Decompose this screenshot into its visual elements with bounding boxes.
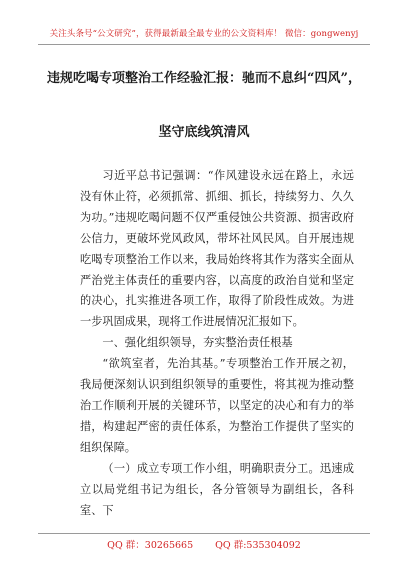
footer-qq-group-2: QQ 群:535304092	[215, 540, 301, 551]
footer-qq-group-1: QQ 群：30265665	[107, 540, 194, 551]
header-promo-note: 关注头条号“公文研究”，获得最新最全最专业的公文资料库！ 微信：gongwenyj	[49, 29, 359, 39]
document-title-line-2: 坚守底线筑清风	[158, 125, 250, 140]
section-heading-1: 一、强化组织领导，夯实整治责任根基	[102, 336, 293, 350]
document-title-line-1: 违规吃喝专项整治工作经验汇报：驰而不息纠“四风”，	[47, 71, 361, 86]
header-divider	[38, 44, 370, 45]
intro-paragraph: 习近平总书记强调：“作风建设永远在路上，永远没有休止符，必须抓常、抓细、抓长，持续努力、久久为功。”违规吃喝问题不仅严重侵蚀公共资源、损害政府公信力，更破坏党风政风，带坏社风民风。自开展违规吃喝专项整治工作以来，我局始终将其作为落实全面从严治党主体责任的重要内容，以高度的政治自觉和坚定的决心，扎实推进各项工作，取得了阶段性成效。为进一步巩固成果，现将工作进展情况汇报如下。	[80, 169, 354, 329]
footer-contact	[0, 537, 408, 551]
section-1-paragraph: “欲筑室者，先治其基。”专项整治工作开展之初，我局便深刻认识到组织领导的重要性，将其视为推动整治工作顺利开展的关键环节，以坚定的决心和有力的举措，构建起严密的责任体系，为整治工作提供了坚实的组织保障。	[80, 357, 354, 454]
footer-divider	[38, 533, 370, 534]
document-body	[80, 166, 354, 521]
subsection-1-paragraph: （一）成立专项工作小组，明确职责分工。迅速成立以局党组书记为组长，各分管领导为副组长，各科室、下	[80, 461, 354, 517]
